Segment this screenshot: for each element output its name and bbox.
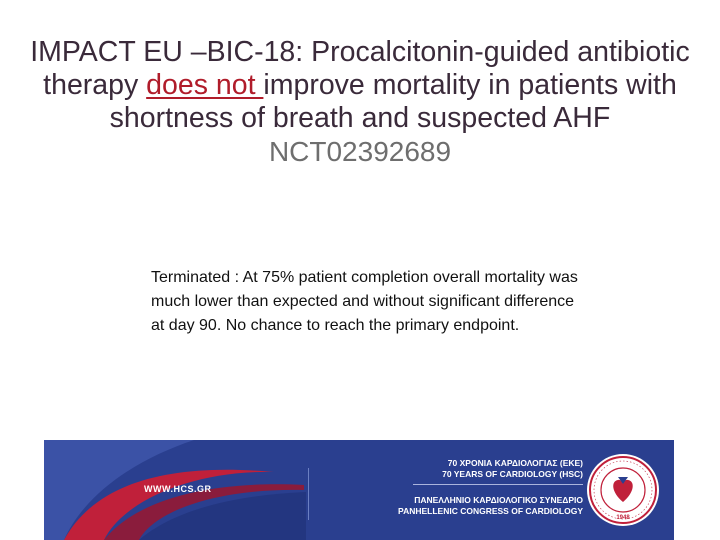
title-highlight: does not xyxy=(146,69,264,101)
footer-line-greek-anniversary: 70 ΧΡΟΝΙΑ ΚΑΡΔΙΟΛΟΓΙΑΣ (ΕΚΕ) xyxy=(447,458,583,468)
society-logo-seal xyxy=(585,452,661,528)
title-part-1: IMPACT EU –BIC-18: Procalcitonin-guided antibiotic therapy xyxy=(30,36,690,101)
footer-line-congress: PANHELLENIC CONGRESS OF CARDIOLOGY xyxy=(398,506,583,516)
title-part-2: improve mortality in patients with shortness of breath and suspected AHF xyxy=(109,69,677,134)
slide-title xyxy=(20,36,700,169)
footer-line-greek-congress: ΠΑΝΕΛΛΗΝΙΟ ΚΑΡΔΙΟΛΟΓΙΚΟ ΣΥΝΕΔΡΙΟ xyxy=(414,495,583,505)
footer-line-anniversary: 70 YEARS OF CARDIOLOGY (HSC) xyxy=(442,469,583,479)
footer-rule xyxy=(413,484,583,489)
body-text: Terminated : At 75% patient completion overall mortality was much lower than expected and without significant difference at day 90. No chance to reach the primary endpoint. xyxy=(151,269,578,334)
website-url[interactable]: WWW.HCS.GR xyxy=(144,484,212,494)
trial-id: NCT02392689 xyxy=(268,136,452,167)
footer-text-block xyxy=(373,458,583,517)
logo-year: 1948 xyxy=(616,515,630,521)
footer-divider xyxy=(308,468,309,520)
